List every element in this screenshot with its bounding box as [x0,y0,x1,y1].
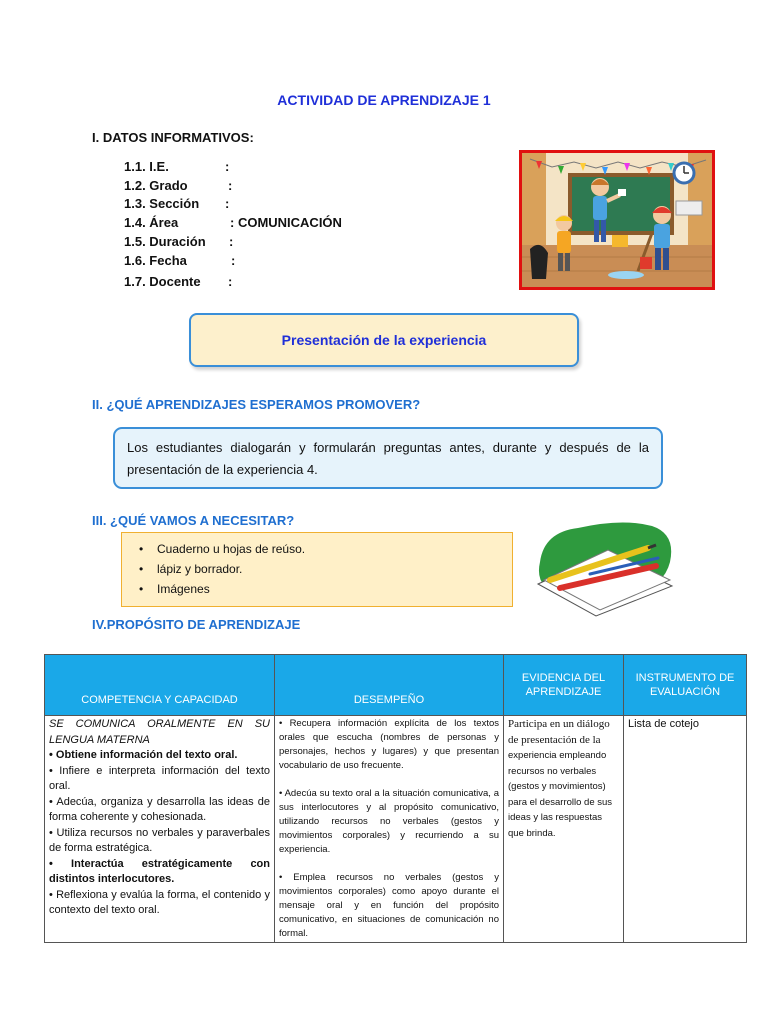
capacidad-item: • Utiliza recursos no verbales y paraverbales de forma estratégica. [49,826,270,854]
paper-and-pencils-illustration [530,520,678,620]
header-evidencia: EVIDENCIA DEL APRENDIZAJE [504,655,624,716]
info-value: : [231,253,236,268]
section-aprendizajes-heading: II. ¿QUÉ APRENDIZAJES ESPERAMOS PROMOVER? [92,397,421,412]
info-value: : [229,234,234,249]
info-label: 1.7. Docente [124,274,201,289]
capacidad-item: • Reflexiona y evalúa la forma, el contenido y contexto del texto oral. [49,888,270,916]
capacidad-item: • Infiere e interpreta información del texto oral. [49,764,270,792]
capacidad-item: • Obtiene información del texto oral. [49,749,238,761]
info-value: : [225,159,230,174]
classroom-illustration-svg [522,153,712,287]
desempeno-item: • Recupera información explícita de los textos orales que escucha (nombres de personas y personajes, hechos y lugares) y que presentan vocabulario de uso frecuente. [279,718,499,771]
desempeno-item: • Adecúa su texto oral a la situación comunicativa, a sus interlocutores y al propósito comunicativo, utilizando recursos no verbales (gestos y movimientos corporales) y recurriendo a su experiencia. [279,788,499,855]
info-value: : [228,178,233,193]
info-label: 1.1. I.E. [124,159,169,174]
capacidad-item: • Adecúa, organiza y desarrolla las ideas de forma coherente y cohesionada. [49,795,270,823]
capacidad-item: • Interactúa estratégicamente con distintos interlocutores. [49,857,270,885]
info-label: 1.5. Duración [124,234,206,249]
table-header-row [45,655,747,716]
evidencia-lead: Participa en un diálogo de presentación de la [508,718,610,746]
classroom-cleaning-illustration [519,150,715,290]
info-value: : COMUNICACIÓN [230,215,342,230]
info-label: 1.3. Sección [124,196,200,211]
instrumento-cell: Lista de cotejo [624,716,747,943]
list-item: • Cuaderno u hojas de reúso. [157,539,512,559]
presentation-banner: Presentación de la experiencia [189,313,579,367]
info-value: : [225,196,230,211]
header-desempeno: DESEMPEÑO [275,655,504,716]
desempeno-item: • Emplea recursos no verbales (gestos y movimientos corporales) como apoyo durante el mensaje oral y en función del propósito comunicativo, en situaciones de comunicación no formal. [279,872,499,939]
document-title: ACTIVIDAD DE APRENDIZAJE 1 [277,92,491,108]
header-instrumento: INSTRUMENTO DE EVALUACIÓN [624,655,747,716]
info-label: 1.2. Grado [124,178,188,193]
list-item: • lápiz y borrador. [157,559,512,579]
learning-goal-box: Los estudiantes dialogarán y formularán preguntas antes, durante y después de la presentación de la experiencia 4. [113,427,663,489]
desempeno-cell [275,716,504,943]
learning-purpose-table [44,654,747,943]
section-proposito-heading: IV.PROPÓSITO DE APRENDIZAJE [92,617,301,632]
paper-pencils-svg [530,520,678,620]
materials-list [122,533,512,599]
section-necesitar-heading: III. ¿QUÉ VAMOS A NECESITAR? [92,513,295,528]
info-label: 1.6. Fecha [124,253,187,268]
info-value: : [228,274,233,289]
evidencia-rest: experiencia empleando recursos no verbales (gestos y movimientos) para el desarrollo de sus ideas y las respuestas que brinda. [508,750,613,839]
competencia-title: SE COMUNICA ORALMENTE EN SU LENGUA MATERNA [49,718,270,746]
info-label: 1.4. Área [124,215,179,230]
evidencia-cell [504,716,624,943]
materials-box [121,532,513,607]
header-competencia: COMPETENCIA Y CAPACIDAD [45,655,275,716]
table-row [45,716,747,943]
competencia-cell [45,716,275,943]
list-item: • Imágenes [157,579,512,599]
section-datos-heading: I. DATOS INFORMATIVOS: [92,130,254,145]
